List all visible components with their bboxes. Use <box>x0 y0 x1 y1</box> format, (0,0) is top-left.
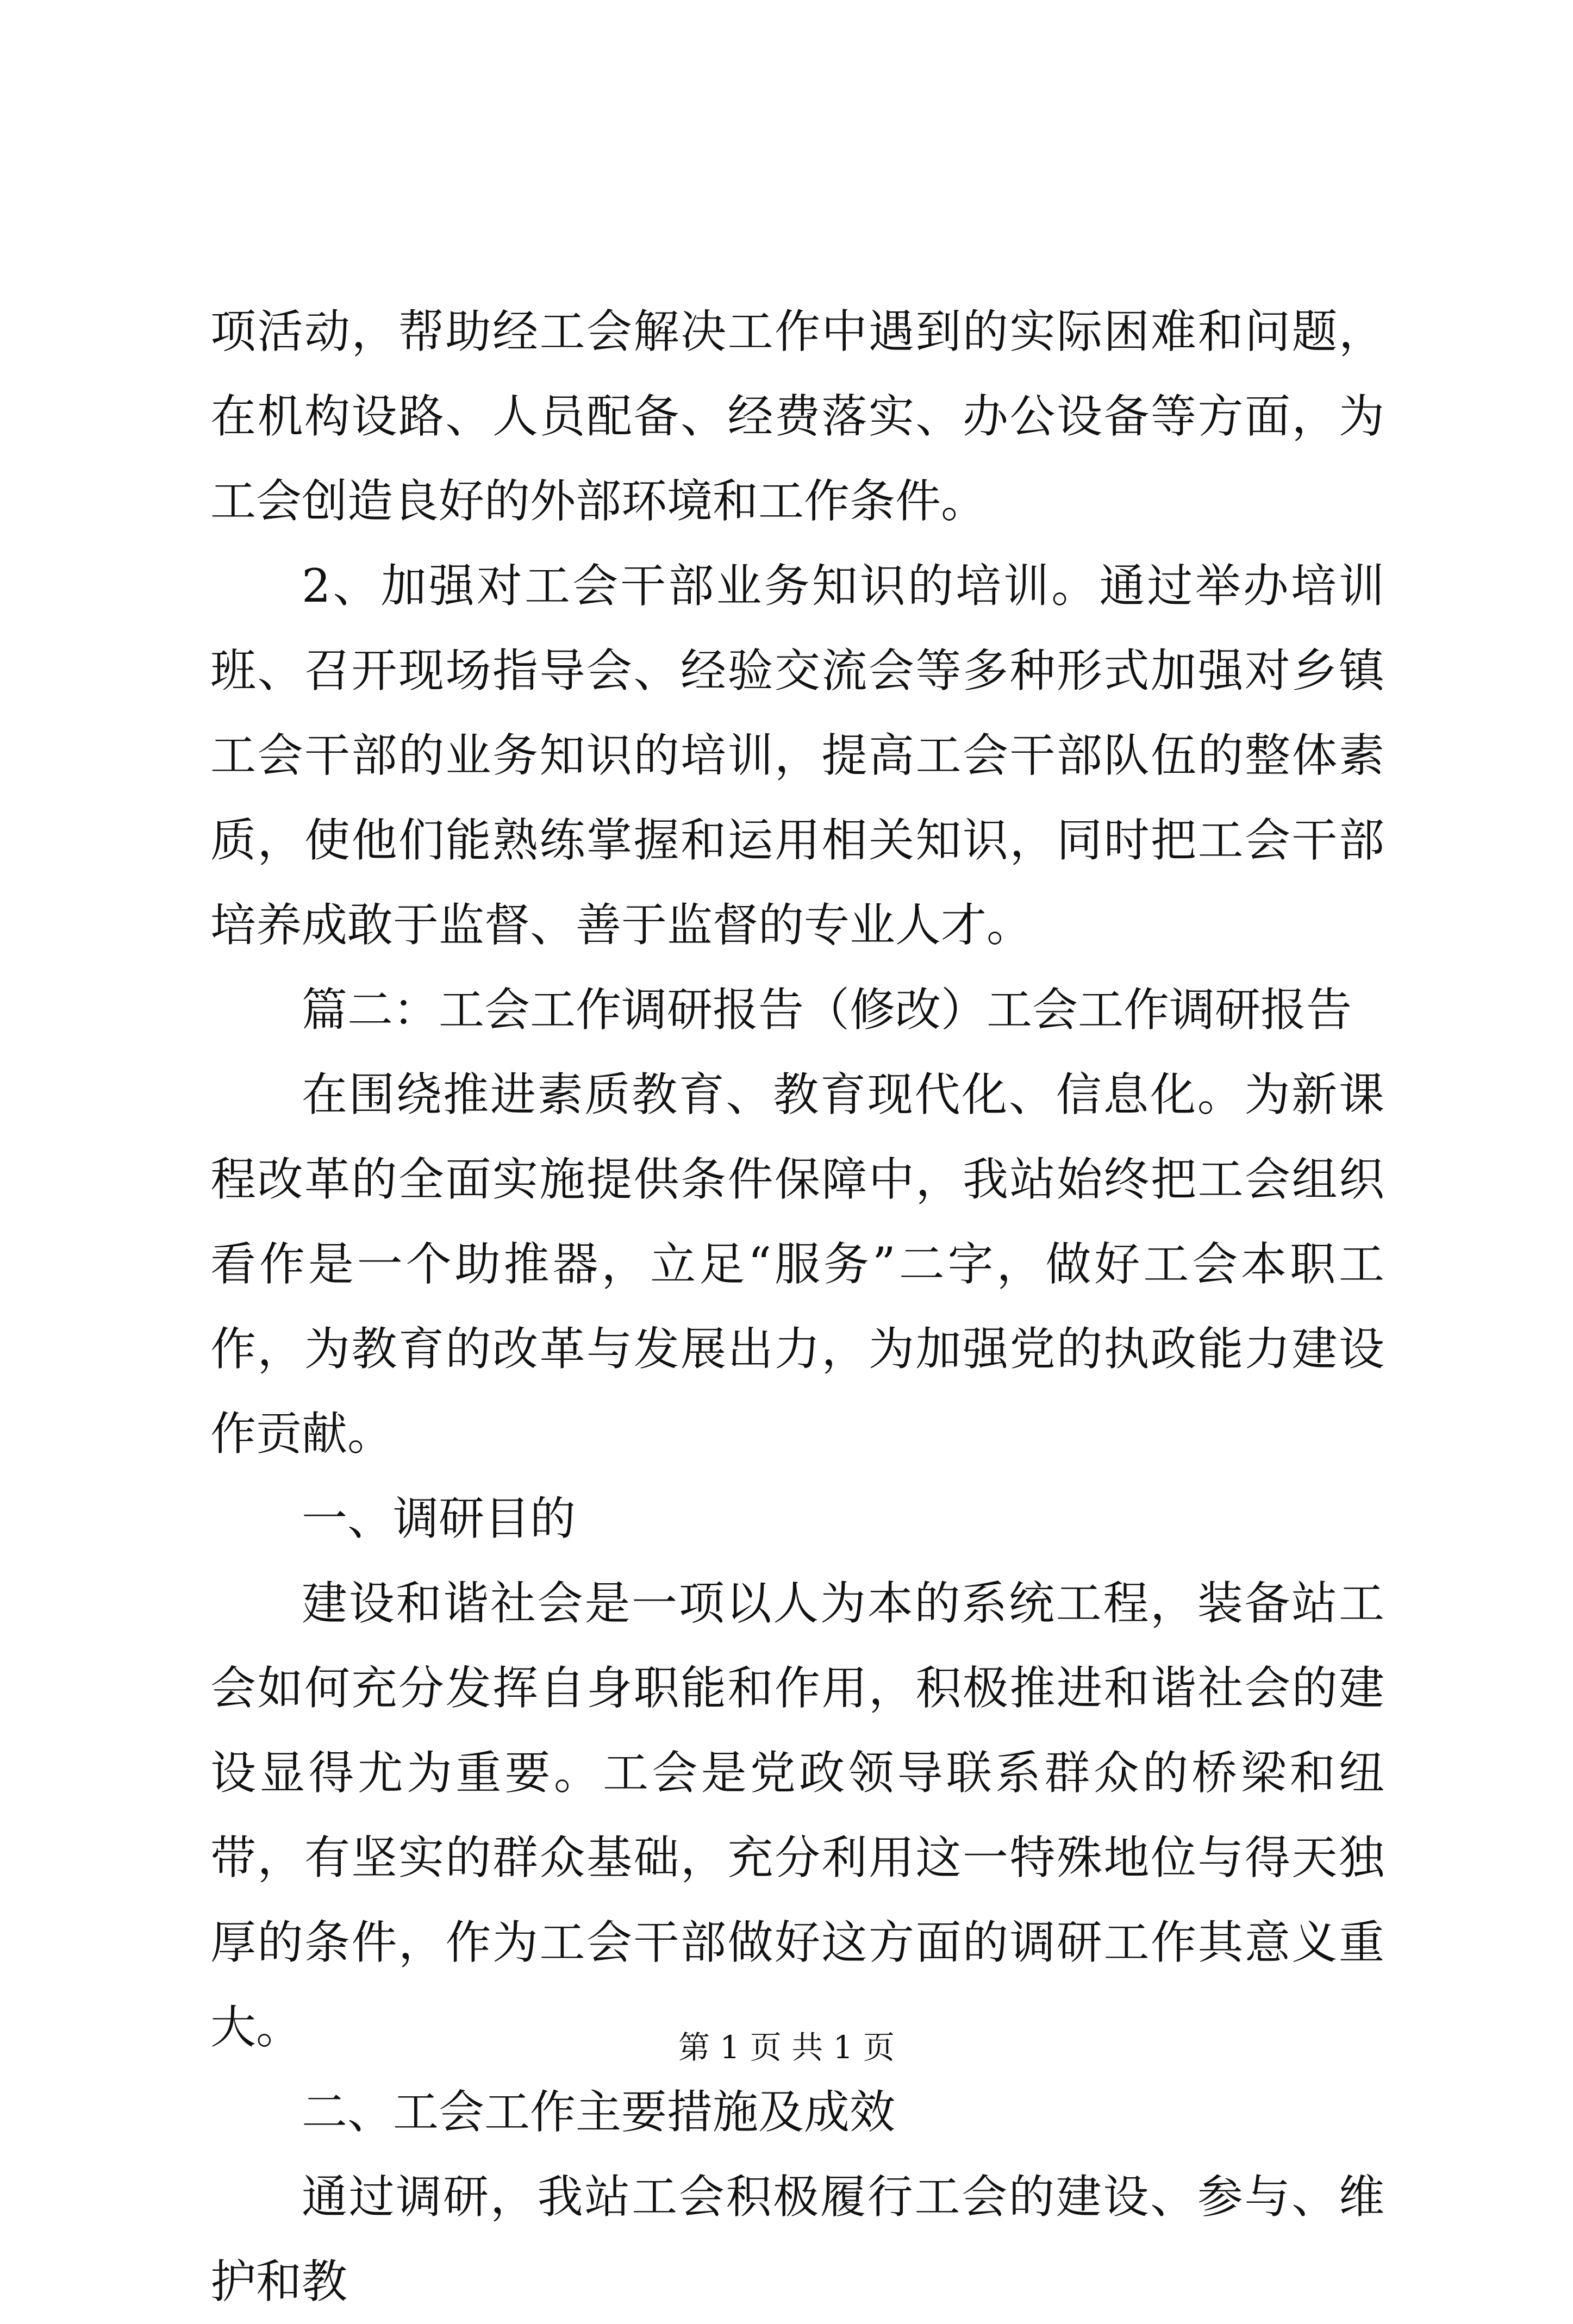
section-title-part-two: 篇二：工会工作调研报告（修改）工会工作调研报告 <box>302 983 1352 1036</box>
heading-research-purpose: 一、调研目的 <box>302 1492 576 1545</box>
paragraph-training: 2、加强对工会干部业务知识的培训。通过举办培训班、召开现场指导会、经验交流会等多种形式加强对乡镇工会干部的业务知识的培训，提高工会干部队伍的整体素质，使他们能熟练掌握和运用相关知识，同时把工会干部培养成敢于监督、善于监督的专业人才。 <box>210 559 1384 952</box>
document-body <box>210 289 1384 2324</box>
paragraph-measures: 通过调研，我站工会积极履行工会的建设、参与、维护和教 <box>210 2170 1384 2308</box>
heading-measures-results: 二、工会工作主要措施及成效 <box>302 2085 896 2139</box>
paragraph-intro: 在围绕推进素质教育、教育现代化、信息化。为新课程改革的全面实施提供条件保障中，我站始终把工会组织看作是一个助推器，立足“服务”二字，做好工会本职工作，为教育的改革与发展出力，为加强党的执政能力建设作贡献。 <box>210 1068 1384 1460</box>
paragraph-continuation: 项活动，帮助经工会解决工作中遇到的实际困难和问题，在机构设路、人员配备、经费落实、办公设备等方面，为工会创造良好的外部环境和工作条件。 <box>210 305 1384 528</box>
paragraph-research-purpose: 建设和谐社会是一项以人为本的系统工程，装备站工会如何充分发挥自身职能和作用，积极推进和谐社会的建设显得尤为重要。工会是党政领导联系群众的桥梁和纽带，有坚实的群众基础，充分利用这一特殊地位与得天独厚的条件，作为工会干部做好这方面的调研工作其意义重大。 <box>210 1577 1384 2054</box>
page-footer: 第 1 页 共 1 页 <box>678 2029 895 2066</box>
